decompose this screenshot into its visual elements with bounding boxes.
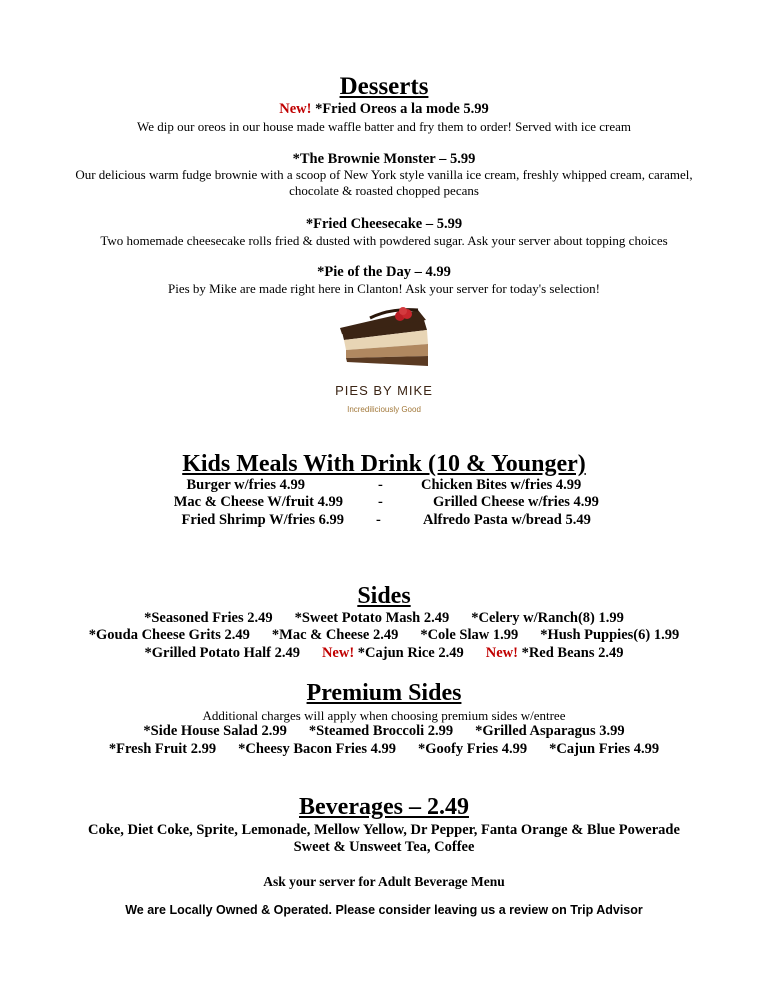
logo-wordmark: PIES BY MIKE bbox=[335, 383, 433, 398]
desserts-heading: Desserts bbox=[339, 73, 429, 100]
adult-beverage-note: Ask your server for Adult Beverage Menu bbox=[263, 874, 505, 889]
side-item: *Red Beans 2.49 bbox=[521, 645, 624, 661]
beverages-heading: Beverages – 2.49 bbox=[299, 794, 469, 820]
dessert-description: We dip our oreos in our house made waffle batter and fry them to order! Served with ice cream bbox=[137, 119, 631, 134]
side-item: *Hush Puppies(6) 1.99 bbox=[540, 627, 680, 643]
dessert-description: chocolate & roasted chopped pecans bbox=[289, 183, 479, 198]
side-item: *Seasoned Fries 2.49 bbox=[144, 610, 273, 626]
premium-sides-note: Additional charges will apply when choosing premium sides w/entree bbox=[202, 708, 566, 723]
premium-side-item: *Side House Salad 2.99 bbox=[143, 723, 287, 739]
premium-sides-line bbox=[0, 723, 768, 740]
premium-side-item: *Cajun Fries 4.99 bbox=[549, 741, 660, 757]
sides-heading: Sides bbox=[357, 583, 411, 609]
side-item: *Mac & Cheese 2.49 bbox=[271, 627, 399, 643]
kids-item: Fried Shrimp W/fries 6.99 bbox=[181, 512, 344, 528]
premium-sides-heading: Premium Sides bbox=[306, 680, 462, 706]
dessert-title: *Fried Cheesecake – 5.99 bbox=[305, 216, 463, 232]
side-item: *Grilled Potato Half 2.49 bbox=[144, 645, 300, 661]
premium-side-item: *Fresh Fruit 2.99 bbox=[108, 741, 217, 757]
new-badge: New! bbox=[321, 645, 355, 661]
premium-side-item: *Goofy Fries 4.99 bbox=[418, 741, 528, 757]
side-item: *Celery w/Ranch(8) 1.99 bbox=[471, 610, 624, 626]
kids-item: Grilled Cheese w/fries 4.99 bbox=[433, 494, 599, 510]
dessert-item-name bbox=[0, 101, 768, 118]
footer-note: We are Locally Owned & Operated. Please consider leaving us a review on Trip Advisor bbox=[125, 903, 643, 917]
kids-meals-heading: Kids Meals With Drink (10 & Younger) bbox=[182, 451, 586, 477]
new-badge: New! bbox=[279, 101, 312, 117]
beverages-list: Coke, Diet Coke, Sprite, Lemonade, Mellow Yellow, Dr Pepper, Fanta Orange & Blue Powerade bbox=[88, 822, 680, 838]
sides-line bbox=[0, 610, 768, 627]
kids-separator: - bbox=[378, 494, 383, 510]
dessert-description: Two homemade cheesecake rolls fried & dusted with powdered sugar. Ask your server about topping choices bbox=[100, 233, 668, 248]
dessert-description: Our delicious warm fudge brownie with a scoop of New York style vanilla ice cream, freshly whipped cream, caramel, bbox=[75, 167, 693, 182]
side-item: *Gouda Cheese Grits 2.49 bbox=[88, 627, 250, 643]
pie-slice-logo-icon bbox=[330, 306, 440, 376]
kids-item: Alfredo Pasta w/bread 5.49 bbox=[423, 512, 591, 528]
side-item: *Cajun Rice 2.49 bbox=[357, 645, 464, 661]
side-item: *Cole Slaw 1.99 bbox=[420, 627, 519, 643]
kids-separator: - bbox=[378, 477, 383, 493]
premium-side-item: *Grilled Asparagus 3.99 bbox=[475, 723, 625, 739]
dessert-title: *Pie of the Day – 4.99 bbox=[317, 264, 451, 280]
kids-item: Mac & Cheese W/fruit 4.99 bbox=[173, 494, 343, 510]
kids-item: Burger w/fries 4.99 bbox=[186, 477, 305, 493]
premium-sides-line bbox=[0, 741, 768, 758]
sides-line bbox=[0, 645, 768, 662]
side-item: *Sweet Potato Mash 2.49 bbox=[294, 610, 450, 626]
beverages-list: Sweet & Unsweet Tea, Coffee bbox=[293, 839, 475, 855]
logo-tagline: Incrediliciously Good bbox=[347, 405, 421, 414]
sides-line bbox=[0, 627, 768, 644]
kids-item: Chicken Bites w/fries 4.99 bbox=[421, 477, 582, 493]
premium-side-item: *Steamed Broccoli 2.99 bbox=[308, 723, 454, 739]
dessert-title: *The Brownie Monster – 5.99 bbox=[292, 151, 476, 167]
new-badge: New! bbox=[485, 645, 518, 661]
premium-side-item: *Cheesy Bacon Fries 4.99 bbox=[238, 741, 397, 757]
dessert-title: *Fried Oreos a la mode 5.99 bbox=[315, 101, 489, 117]
dessert-description: Pies by Mike are made right here in Clanton! Ask your server for today's selection! bbox=[168, 281, 600, 296]
kids-separator: - bbox=[376, 512, 381, 528]
